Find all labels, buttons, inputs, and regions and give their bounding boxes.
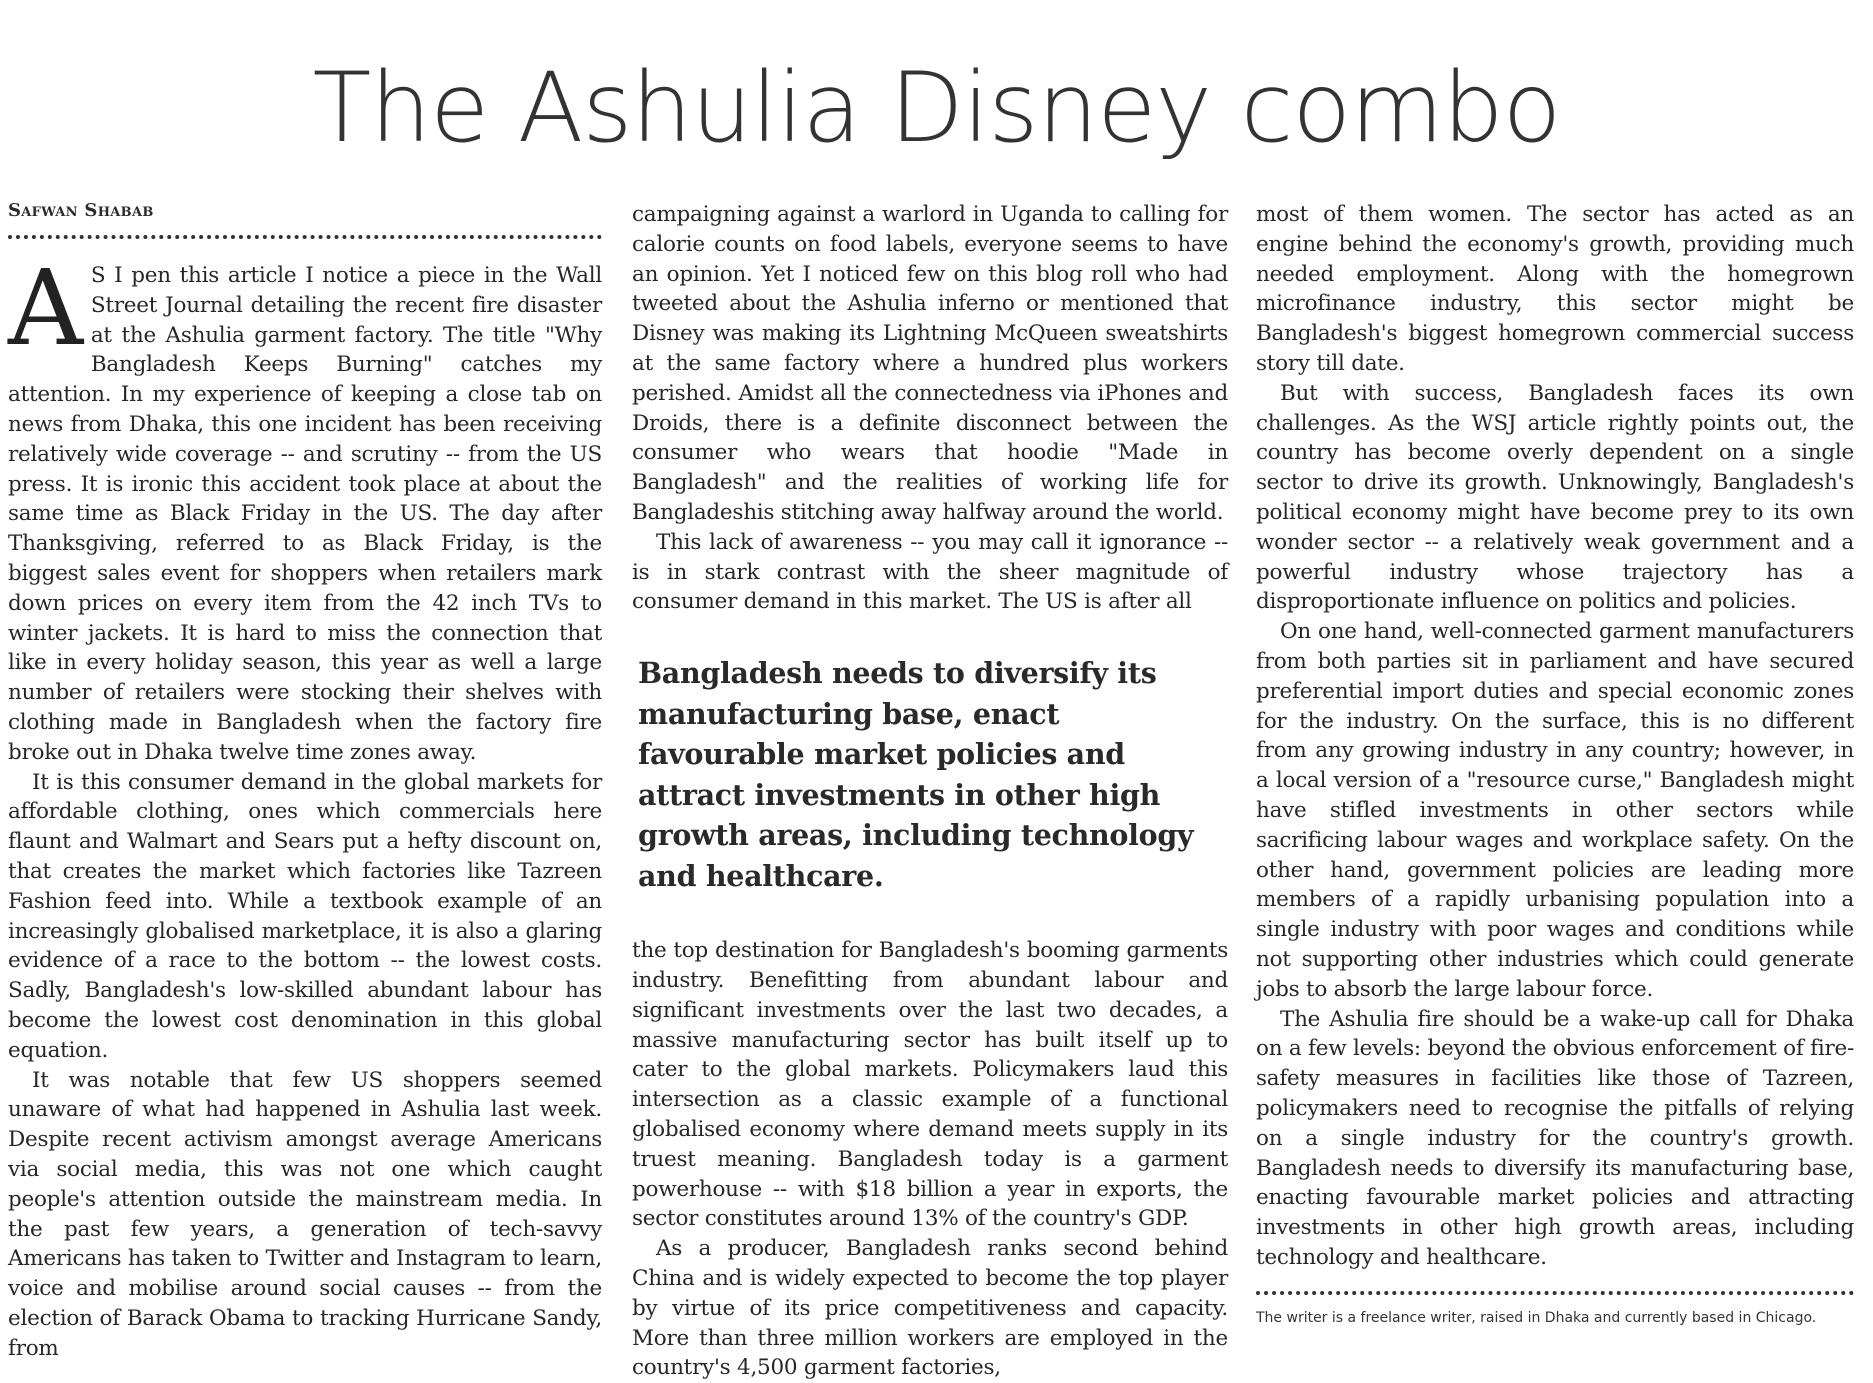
paragraph: S I pen this article I notice a piece in the Wall Street Journal detailing the recent fire disaster at the Ashulia garment factory. The title "Why Bangladesh Keeps Burning" catches my attention. In my experience of keeping a close tab on news from Dhaka, this one incident has been receiving relatively wide coverage -- and scrutiny -- from the US press. It is ironic this accident took place at about the same time as Black Friday in the US. The day after Thanksgiving, referred to as Black Friday, is the biggest sales event for shoppers when retailers mark down prices on every item from the 42 inch TVs to winter jackets. It is hard to miss the connection that like in every holiday season, this year as well a large number of retailers were stocking their shelves with clothing made in Bangladesh when the factory fire broke out in Dhaka twelve time zones away. [8, 263, 602, 765]
column-3 [1256, 200, 1854, 1328]
pull-quote: Bangladesh needs to diversify its manufacturing base, enact favourable market policies and attract investments in other high growth areas, including technology and healthcare. [638, 656, 1194, 893]
column-1-text [8, 247, 602, 1363]
column-3-text [1256, 200, 1854, 1273]
byline: Safwan Shabab [8, 200, 154, 221]
footer-divider [1256, 1291, 1854, 1295]
paragraph: It is this consumer demand in the global markets for affordable clothing, ones which commercials here flaunt and Walmart and Sears put a hefty discount on, that creates the market which factories like Tazreen Fashion feed into. While a textbook example of an increasingly globalised marketplace, it is also a glaring evidence of a race to the bottom -- the lowest costs. Sadly, Bangladesh's low-skilled abundant labour has become the lowest cost denomination in this global equation. [8, 769, 602, 1063]
drop-cap: A [8, 247, 83, 369]
paragraph: The Ashulia fire should be a wake-up call for Dhaka on a few levels: beyond the obvious enforcement of fire-safety measures in facilities like those of Tazreen, policymakers need to recognise the pitfalls of relying on a single industry for the country's growth. Bangladesh needs to diversify its manufacturing base, enacting favourable market policies and attracting investments in other high growth areas, including technology and healthcare. [1256, 1006, 1854, 1270]
paragraph: But with success, Bangladesh faces its own challenges. As the WSJ article rightly points out, the country has become overly dependent on a single sector to drive its growth. Unknowingly, Bangladesh's political economy might have become prey to its own wonder sector -- a relatively weak government and a powerful industry whose trajectory has a disproportionate influence on politics and policies. [1256, 380, 1854, 615]
paragraph: most of them women. The sector has acted as an engine behind the economy's growth, providing much needed employment. Along with the homegrown microfinance industry, this sector might be Bangladesh's biggest homegrown commercial success story till date. [1256, 202, 1854, 376]
paragraph: It was notable that few US shoppers seemed unaware of what had happened in Ashulia last week. Despite recent activism amongst average Americans via social media, this was not one which caught people's attention outside the mainstream media. In the past few years, a generation of tech-savvy Americans has taken to Twitter and Instagram to learn, voice and mobilise around social causes -- from the election of Barack Obama to tracking Hurricane Sandy, from [8, 1067, 602, 1361]
column-2-text [632, 200, 1228, 617]
paragraph: campaigning against a warlord in Uganda to calling for calorie counts on food labels, everyone seems to have an opinion. Yet I noticed few on this blog roll who had tweeted about the Ashulia inferno or mentioned that Disney was making its Lightning McQueen sweatshirts at the same factory where a hundred plus workers perished. Amidst all the connectedness via iPhones and Droids, there is a definite disconnect between the consumer who wears that hoodie "Made in Bangladesh" and the realities of working life for Bangladeshis stitching away halfway around the world. [632, 202, 1228, 525]
paragraph: the top destination for Bangladesh's booming garments industry. Benefitting from abundant labour and significant investments over the last two decades, a massive manufacturing sector has built itself up to cater to the global markets. Policymakers laud this intersection as a classic example of a functional globalised economy where demand meets supply in its truest meaning. Bangladesh today is a garment powerhouse -- with $18 billion a year in exports, the sector constitutes around 13% of the country's GDP. [632, 938, 1228, 1232]
author-note: The writer is a freelance writer, raised in Dhaka and currently based in Chicago. [1256, 1309, 1817, 1326]
paragraph: On one hand, well-connected garment manufacturers from both parties sit in parliament and have secured preferential import duties and special economic zones for the industry. On the surface, this is no different from any growing industry in any country; however, in a local version of a "resource curse," Bangladesh might have stifled investments in other sectors while sacrificing labour wages and workplace safety. On the other hand, government policies are leading more members of a rapidly urbanising population into a single industry with poor wages and conditions while not supporting other industries which could generate jobs to absorb the large labour force. [1256, 619, 1854, 1002]
column-1 [8, 200, 602, 1363]
byline-divider [8, 235, 602, 239]
column-2 [632, 200, 1228, 1383]
paragraph: This lack of awareness -- you may call it ignorance -- is in stark contrast with the sheer magnitude of consumer demand in this market. The US is after all [632, 529, 1228, 615]
paragraph: As a producer, Bangladesh ranks second behind China and is widely expected to become the top player by virtue of its price competitiveness and capacity. More than three million workers are employed in the country's 4,500 garment factories, [632, 1236, 1228, 1381]
headline: The Ashulia Disney combo [312, 52, 1561, 164]
column-2-text-cont [632, 936, 1228, 1383]
